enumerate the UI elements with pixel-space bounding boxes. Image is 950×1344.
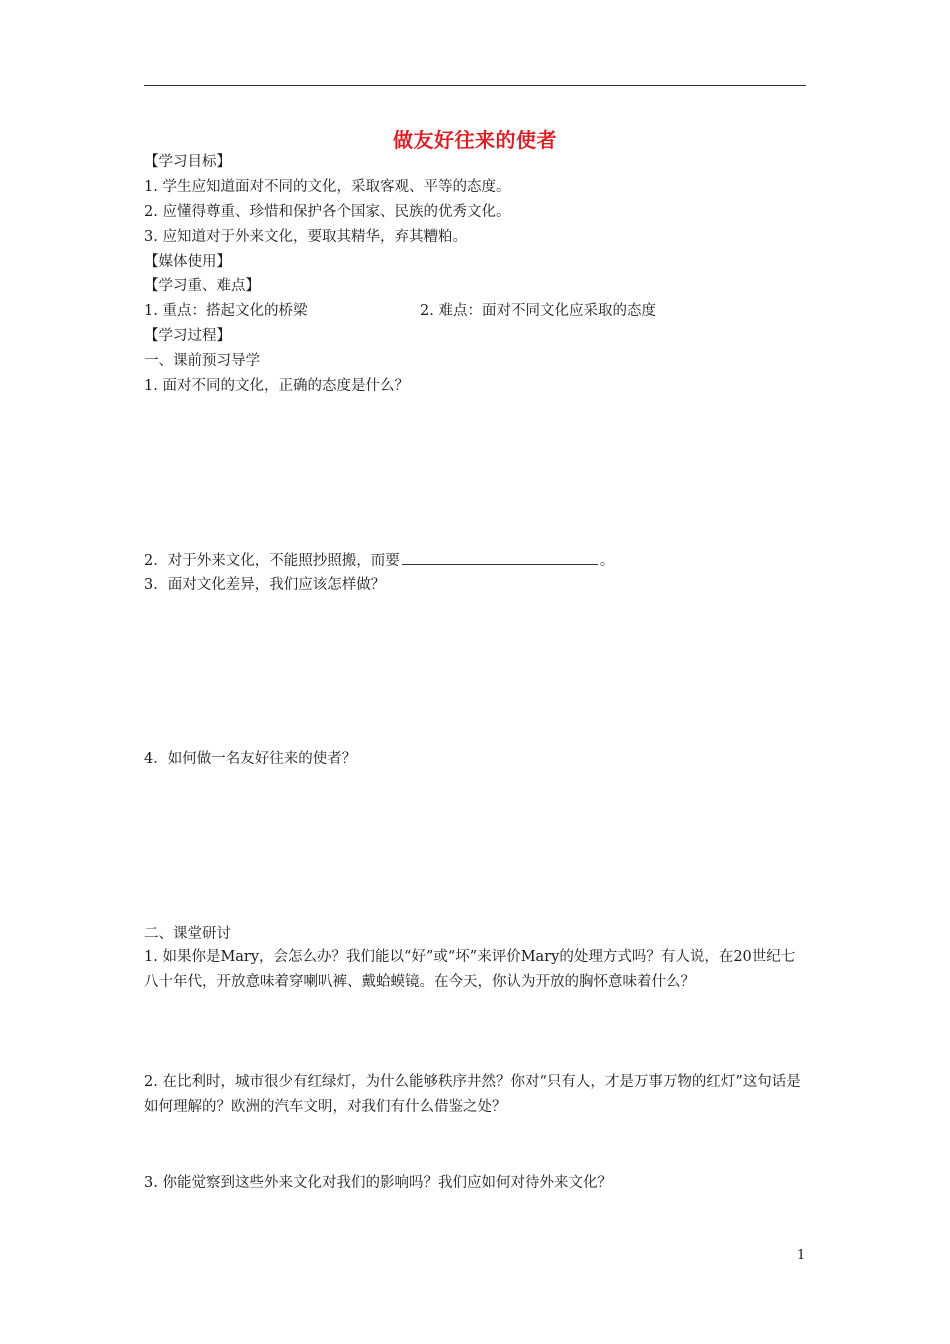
preview-question-1: 1. 面对不同的文化，正确的态度是什么？ <box>144 378 409 394</box>
objectives-header: 【学习目标】 <box>144 154 231 170</box>
classroom-question-2: 2. 在比利时，城市很少有红绿灯，为什么能够秩序井然？你对“只有人，才是万事万物的红灯”这句话是如何理解的？欧洲的汽车文明，对我们有什么借鉴之处？ <box>144 1074 801 1115</box>
preview-question-2-end: 。 <box>599 553 615 569</box>
preview-question-2 <box>144 550 614 571</box>
page-title: 做友好往来的使者 <box>393 128 557 152</box>
classroom-question-1: 1. 如果你是Mary，会怎么办？我们能以“好”或“坏”来评价Mary的处理方式吗？有人说，在20世纪七八十年代，开放意味着穿喇叭裤、戴蛤蟆镜。在今天，你认为开放的胸怀意味着什么？ <box>144 949 796 990</box>
keypoint-difficult: 2. 难点：面对不同文化应采取的态度 <box>420 303 656 319</box>
fill-in-blank[interactable] <box>402 550 598 565</box>
keypoint-key: 1. 重点：搭起文化的桥梁 <box>144 303 308 319</box>
objective-item: 2. 应懂得尊重、珍惜和保护各个国家、民族的优秀文化。 <box>144 204 511 220</box>
page-number: 1 <box>797 1248 806 1263</box>
preview-question-2-text: 2．对于外来文化，不能照抄照搬，而要 <box>144 553 400 569</box>
process-header: 【学习过程】 <box>144 328 231 344</box>
objective-item: 1. 学生应知道面对不同的文化，采取客观、平等的态度。 <box>144 179 511 195</box>
objective-item: 3. 应知道对于外来文化，要取其精华，弃其糟粕。 <box>144 229 467 245</box>
header-rule <box>144 85 806 86</box>
keypoints-header: 【学习重、难点】 <box>144 278 260 294</box>
preview-question-3: 3．面对文化差异，我们应该怎样做？ <box>144 577 386 593</box>
preview-question-4: 4．如何做一名友好往来的使者？ <box>144 751 357 767</box>
media-header: 【媒体使用】 <box>144 254 231 270</box>
preview-heading: 一、课前预习导学 <box>144 353 260 369</box>
classroom-heading: 二、课堂研讨 <box>144 926 231 942</box>
classroom-question-3: 3. 你能觉察到这些外来文化对我们的影响吗？我们应如何对待外来文化？ <box>144 1175 612 1191</box>
